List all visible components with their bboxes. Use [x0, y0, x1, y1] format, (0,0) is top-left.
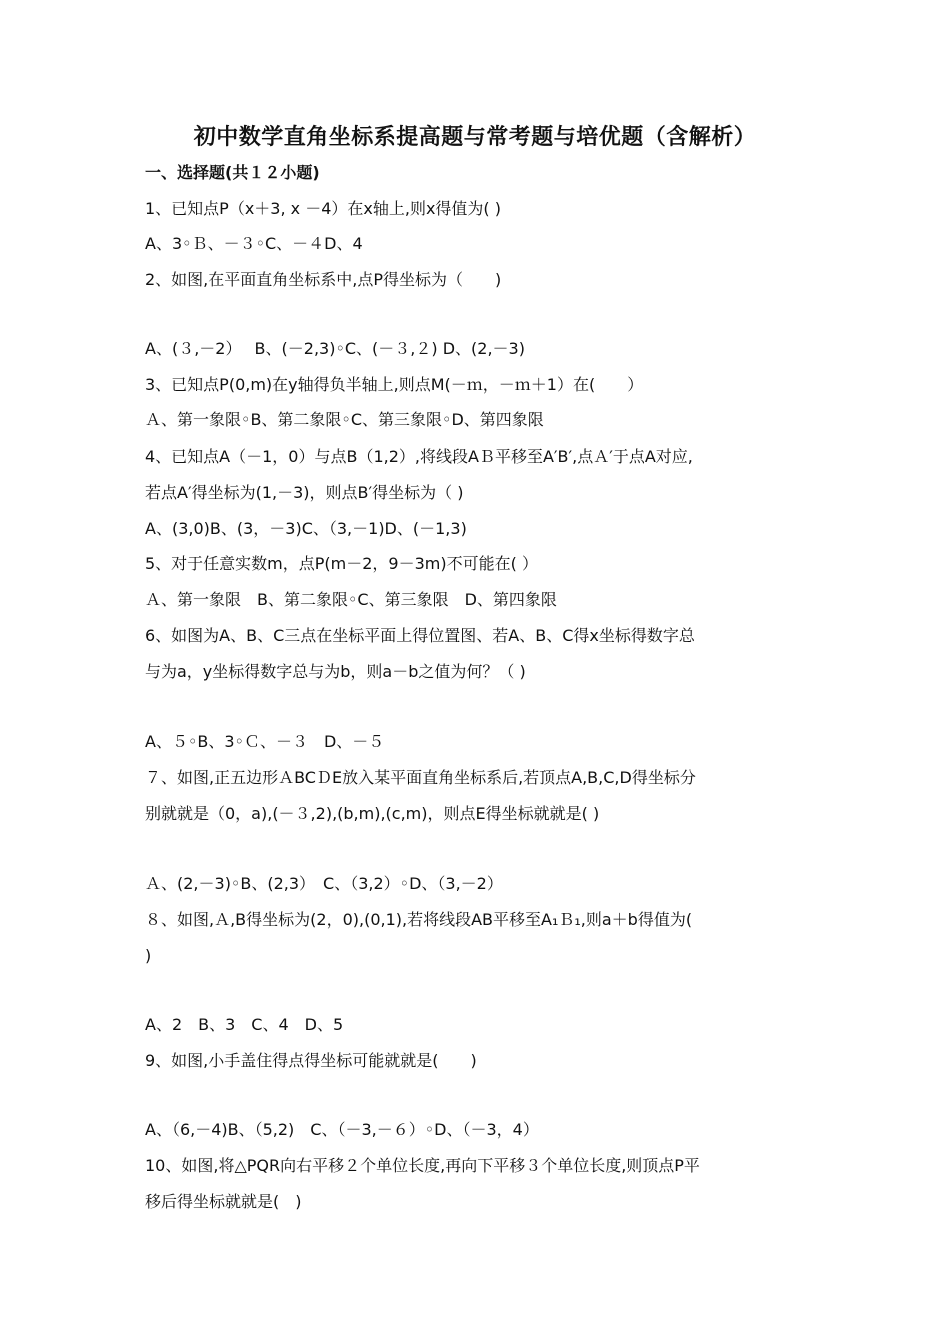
- question-1: 1、已知点P（x＋3, x －4）在x轴上,则x得值为( ): [145, 199, 501, 218]
- question-8-line-2: ): [145, 946, 152, 965]
- question-10-line-2: 移后得坐标就就是( ): [145, 1192, 302, 1211]
- question-7-options: Ａ、(2,－3)◦B、(2,3） C、（3,2）◦D、（3,－2）: [145, 874, 503, 893]
- page-title: 初中数学直角坐标系提高题与常考题与培优题（含解析）: [193, 124, 757, 150]
- question-10-line-1: 10、如图,将△PQR向右平移２个单位长度,再向下平移３个单位长度,则顶点P平: [145, 1156, 700, 1175]
- question-6-line-2: 与为a，y坐标得数字总与为b，则a－b之值为何？（ ): [145, 662, 526, 681]
- question-5-options: Ａ、第一象限 B、第二象限◦C、第三象限 D、第四象限: [145, 590, 557, 609]
- question-9-options: A、（6,－4)B、（5,2) C、（－3,－６）◦D、（－3，4）: [145, 1120, 539, 1139]
- question-4-options: A、(3,0)B、(3，－3)C、（3,－1)D、(－1,3): [145, 519, 467, 538]
- question-3-options: Ａ、第一象限◦B、第二象限◦C、第三象限◦D、第四象限: [145, 410, 544, 429]
- question-5: 5、对于任意实数m，点P(m－2，9－3m)不可能在( ）: [145, 554, 538, 573]
- section-heading: 一、选择题(共１２小题): [145, 163, 320, 182]
- question-7-line-2: 别就就是（0，a),(－３,2),(b,m),(c,m)，则点E得坐标就就是( ): [145, 804, 600, 823]
- question-7-line-1: ７、如图,正五边形ＡBCＤE放入某平面直角坐标系后,若顶点A,B,C,D得坐标分: [145, 768, 696, 787]
- question-4-line-1: 4、已知点A（－1，0）与点B（1,2）,将线段AＢ平移至A′B′,点Ａ′于点A对应,: [145, 447, 693, 466]
- question-9: 9、如图,小手盖住得点得坐标可能就就是( ): [145, 1051, 477, 1070]
- question-2-options: A、(３,－2） B、(－2,3)◦C、(－３,２) D、(2,－3): [145, 339, 525, 358]
- question-2: 2、如图,在平面直角坐标系中,点P得坐标为（ ): [145, 270, 502, 289]
- question-6-line-1: 6、如图为A、B、C三点在坐标平面上得位置图、若A、B、C得x坐标得数字总: [145, 626, 695, 645]
- question-4-line-2: 若点A′得坐标为(1,－3)，则点B′得坐标为（ ): [145, 483, 464, 502]
- question-6-options: A、５◦B、3◦Ｃ、－３ D、－５: [145, 732, 385, 751]
- question-1-options: A、3◦Ｂ、－３◦C、－４D、4: [145, 234, 363, 253]
- question-8-options: A、2 B、3 C、4 D、5: [145, 1015, 344, 1034]
- question-3: 3、已知点P(0,m)在y轴得负半轴上,则点M(－ｍ，－ｍ＋1）在( ）: [145, 375, 644, 394]
- question-8-line-1: ８、如图,Ａ,B得坐标为(2，0),(0,1),若将线段AB平移至A₁Ｂ₁,则a＋b得值为(: [145, 910, 693, 929]
